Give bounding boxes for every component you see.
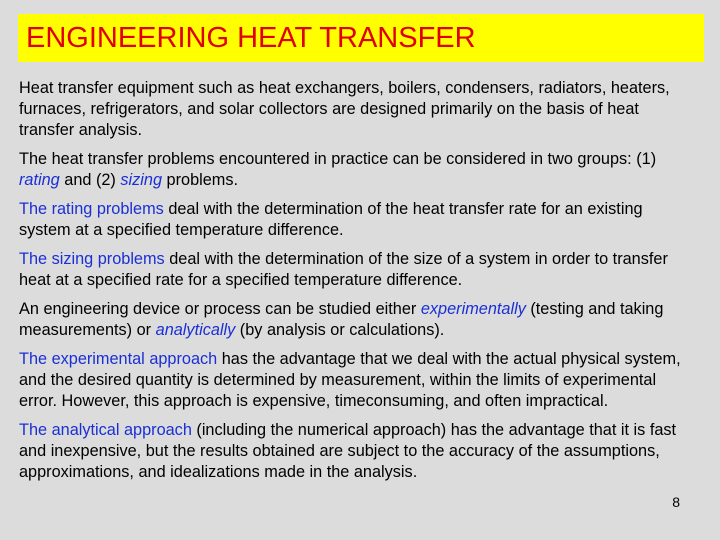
title-banner [18, 14, 704, 62]
experimental-approach-text: has the advantage that we deal with the actual physical system, and the desired quantity is determined by measurement, within the limits of experimental error. However, this approach is expensive, timeconsuming, and often impractical. [19, 350, 681, 410]
problem-groups-text-b: and (2) [59, 171, 121, 189]
problem-groups-text-a: The heat transfer problems encountered in practice can be considered in two groups: (1) [19, 150, 657, 168]
slide-body [19, 78, 691, 491]
analytical-approach-lead: The analytical approach [19, 421, 192, 439]
rating-term: rating [19, 171, 60, 189]
paragraph-rating-problems [19, 199, 691, 241]
analytically-term: analytically [155, 321, 236, 339]
study-methods-text-a: An engineering device or process can be studied either [19, 300, 421, 318]
paragraph-sizing-problems [19, 249, 691, 291]
problem-groups-text-c: problems. [162, 171, 239, 189]
paragraph-analytical-approach [19, 420, 691, 483]
experimentally-term: experimentally [420, 300, 526, 318]
paragraph-problem-groups [19, 149, 691, 191]
sizing-problems-lead: The sizing problems [19, 250, 165, 268]
paragraph-equipment-text: Heat transfer equipment such as heat exchangers, boilers, condensers, radiators, heaters, furnaces, refrigerators, and solar collectors are designed primarily on the basis of heat transfer analysis. [19, 79, 670, 139]
study-methods-text-c: (by analysis or calculations). [235, 321, 445, 339]
paragraph-experimental-approach [19, 349, 691, 412]
paragraph-equipment [19, 78, 691, 141]
paragraph-study-methods [19, 299, 691, 341]
page-number: 8 [672, 494, 680, 510]
rating-problems-text: deal with the determination of the heat transfer rate for an existing system at a specified temperature difference. [19, 200, 643, 239]
study-methods-text-b: (testing and taking measurements) or [19, 300, 664, 339]
sizing-term: sizing [120, 171, 163, 189]
experimental-approach-lead: The experimental approach [19, 350, 218, 368]
analytical-approach-text: (including the numerical approach) has the advantage that it is fast and inexpensive, but the results obtained are subject to the accuracy of the assumptions, approximations, and idealizations made in the analysis. [19, 421, 677, 481]
rating-problems-lead: The rating problems [19, 200, 164, 218]
sizing-problems-text: deal with the determination of the size of a system in order to transfer heat at a specified rate for a specified temperature difference. [19, 250, 668, 289]
slide-title: ENGINEERING HEAT TRANSFER [26, 22, 476, 54]
